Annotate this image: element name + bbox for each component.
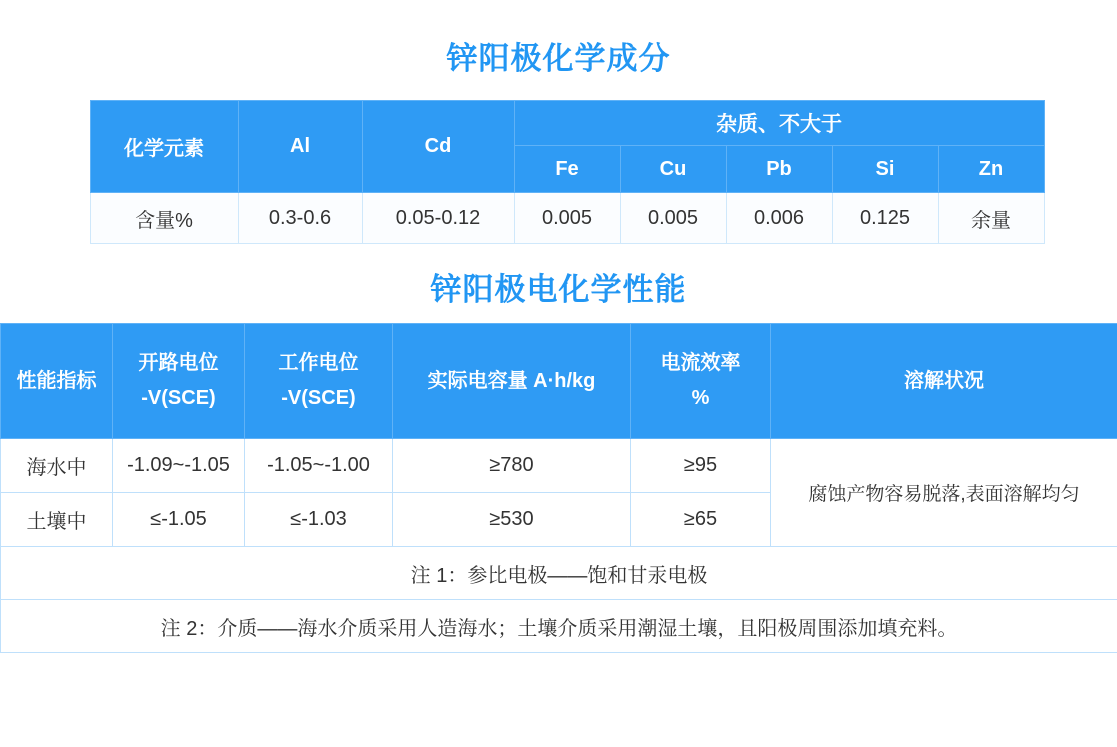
table-body bbox=[1, 439, 1117, 653]
table-row bbox=[1, 439, 1117, 493]
header-current-efficiency bbox=[631, 324, 771, 439]
header-fe: Fe bbox=[514, 146, 620, 193]
header-performance-indicator: 性能指标 bbox=[1, 324, 113, 439]
electrochemical-performance-table bbox=[0, 323, 1117, 653]
header-si: Si bbox=[832, 146, 938, 193]
cell-pb-value: 0.006 bbox=[726, 193, 832, 244]
document-page bbox=[0, 33, 1117, 747]
header-working-line2: -V(SCE) bbox=[246, 381, 391, 416]
header-dissolution-state: 溶解状况 bbox=[771, 324, 1117, 439]
cell-note-2: 注 2：介质——海水介质采用人造海水；土壤介质采用潮湿土壤，且阳极周围添加填充料。 bbox=[1, 600, 1117, 653]
header-open-circuit-potential bbox=[113, 324, 245, 439]
page-title-chemical-composition: 锌阳极化学成分 bbox=[0, 33, 1117, 78]
header-working-potential bbox=[245, 324, 393, 439]
table-row-note-2 bbox=[1, 600, 1117, 653]
cell-content-label: 含量% bbox=[90, 193, 238, 244]
cell-efficiency-soil: ≥65 bbox=[631, 493, 771, 547]
header-al: Al bbox=[238, 101, 362, 193]
cell-capacity-soil: ≥530 bbox=[393, 493, 631, 547]
cell-open-circuit-seawater: -1.09~-1.05 bbox=[113, 439, 245, 493]
header-impurity-group: 杂质、不大于 bbox=[514, 101, 1044, 146]
cell-row-label-soil: 土壤中 bbox=[1, 493, 113, 547]
cell-fe-value: 0.005 bbox=[514, 193, 620, 244]
cell-open-circuit-soil: ≤-1.05 bbox=[113, 493, 245, 547]
chemical-composition-table-wrapper bbox=[90, 100, 1028, 244]
header-open-circuit-line1: 开路电位 bbox=[114, 346, 243, 381]
cell-al-value: 0.3-0.6 bbox=[238, 193, 362, 244]
header-cu: Cu bbox=[620, 146, 726, 193]
cell-si-value: 0.125 bbox=[832, 193, 938, 244]
table-row-note-1 bbox=[1, 547, 1117, 600]
table-header bbox=[90, 101, 1044, 193]
table-row bbox=[90, 193, 1044, 244]
cell-row-label-seawater: 海水中 bbox=[1, 439, 113, 493]
cell-working-soil: ≤-1.03 bbox=[245, 493, 393, 547]
cell-efficiency-seawater: ≥95 bbox=[631, 439, 771, 493]
cell-note-1: 注 1：参比电极——饱和甘汞电极 bbox=[1, 547, 1117, 600]
table-body bbox=[90, 193, 1044, 244]
header-cd: Cd bbox=[362, 101, 514, 193]
table-header-row-1 bbox=[90, 101, 1044, 146]
cell-zn-value: 余量 bbox=[938, 193, 1044, 244]
cell-cu-value: 0.005 bbox=[620, 193, 726, 244]
cell-dissolution-state: 腐蚀产物容易脱落,表面溶解均匀 bbox=[771, 439, 1117, 547]
cell-cd-value: 0.05-0.12 bbox=[362, 193, 514, 244]
table-header bbox=[1, 324, 1117, 439]
page-title-electrochemical-performance: 锌阳极电化学性能 bbox=[0, 264, 1117, 309]
header-zn: Zn bbox=[938, 146, 1044, 193]
header-open-circuit-line2: -V(SCE) bbox=[114, 381, 243, 416]
header-efficiency-line2: % bbox=[632, 381, 769, 416]
header-working-line1: 工作电位 bbox=[246, 346, 391, 381]
header-chemical-element: 化学元素 bbox=[90, 101, 238, 193]
cell-capacity-seawater: ≥780 bbox=[393, 439, 631, 493]
header-actual-capacity: 实际电容量 A·h/kg bbox=[393, 324, 631, 439]
chemical-composition-table bbox=[90, 100, 1045, 244]
header-efficiency-line1: 电流效率 bbox=[632, 346, 769, 381]
table-header-row bbox=[1, 324, 1117, 439]
electrochemical-performance-table-wrapper bbox=[0, 323, 1117, 653]
header-pb: Pb bbox=[726, 146, 832, 193]
cell-working-seawater: -1.05~-1.00 bbox=[245, 439, 393, 493]
